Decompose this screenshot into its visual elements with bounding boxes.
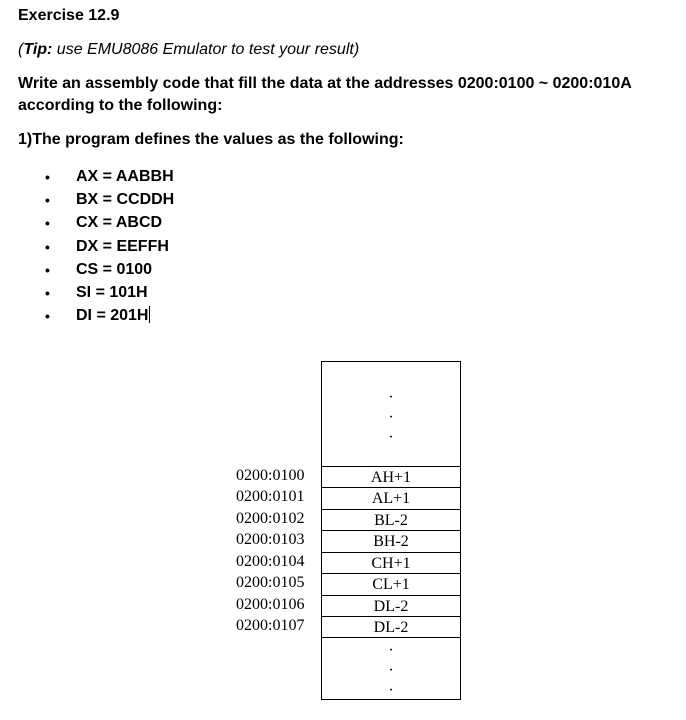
memory-address: 0200:0103 [236, 531, 305, 548]
memory-cell: BH-2 [322, 530, 460, 551]
memory-cell-divider [322, 637, 460, 638]
tip-line [18, 40, 359, 60]
bullet-icon: • [45, 238, 50, 255]
text-cursor [149, 306, 150, 323]
memory-cell: CL+1 [322, 573, 460, 594]
memory-address: 0200:0106 [236, 596, 305, 613]
memory-diagram [321, 361, 461, 700]
ellipsis-top-1: · [388, 389, 394, 406]
memory-cell: CH+1 [322, 552, 460, 573]
register-text: SI = 101H [76, 283, 148, 301]
register-text-cursor [76, 305, 150, 327]
exercise-title: Exercise 12.9 [18, 7, 120, 24]
memory-address: 0200:0105 [236, 574, 305, 591]
memory-cell: DL-2 [322, 616, 460, 637]
memory-cell: DL-2 [322, 595, 460, 616]
bullet-icon: • [45, 284, 50, 301]
register-text: CS = 0100 [76, 260, 153, 278]
memory-address: 0200:0100 [236, 467, 305, 484]
tip-text: use EMU8086 Emulator to test your result) [52, 41, 360, 58]
bullet-icon: • [45, 169, 50, 185]
memory-cell: BL-2 [322, 509, 460, 530]
memory-cell: AH+1 [322, 466, 460, 487]
register-text: DI = 201H [76, 307, 149, 325]
ellipsis-bottom-3: · [388, 682, 394, 699]
step-1-heading: 1)The program defines the values as the following: [18, 131, 404, 148]
bullet-icon: • [45, 261, 50, 278]
register-text: CX = ABCD [76, 214, 163, 232]
ellipsis-top-2: · [388, 409, 394, 426]
ellipsis-bottom-2: · [388, 662, 394, 679]
tip-label: Tip: [23, 41, 53, 58]
bullet-icon: • [45, 308, 50, 325]
memory-address: 0200:0104 [236, 553, 305, 570]
register-text: AX = AABBH [76, 168, 174, 185]
tip-open-paren: ( [18, 41, 24, 58]
ellipsis-bottom-1: · [388, 642, 394, 659]
memory-address: 0200:0101 [236, 488, 305, 505]
memory-address: 0200:0107 [236, 617, 305, 634]
bullet-icon: • [45, 192, 50, 209]
task-description: Write an assembly code that fill the data at the addresses 0200:0100 ~ 0200:010A according to the following: [18, 75, 632, 114]
bullet-icon: • [45, 215, 50, 232]
register-text: DX = EEFFH [76, 237, 169, 255]
memory-address: 0200:0102 [236, 510, 305, 527]
ellipsis-top-3: · [388, 429, 394, 446]
register-text: BX = CCDDH [76, 191, 175, 209]
memory-cell: AL+1 [322, 487, 460, 508]
